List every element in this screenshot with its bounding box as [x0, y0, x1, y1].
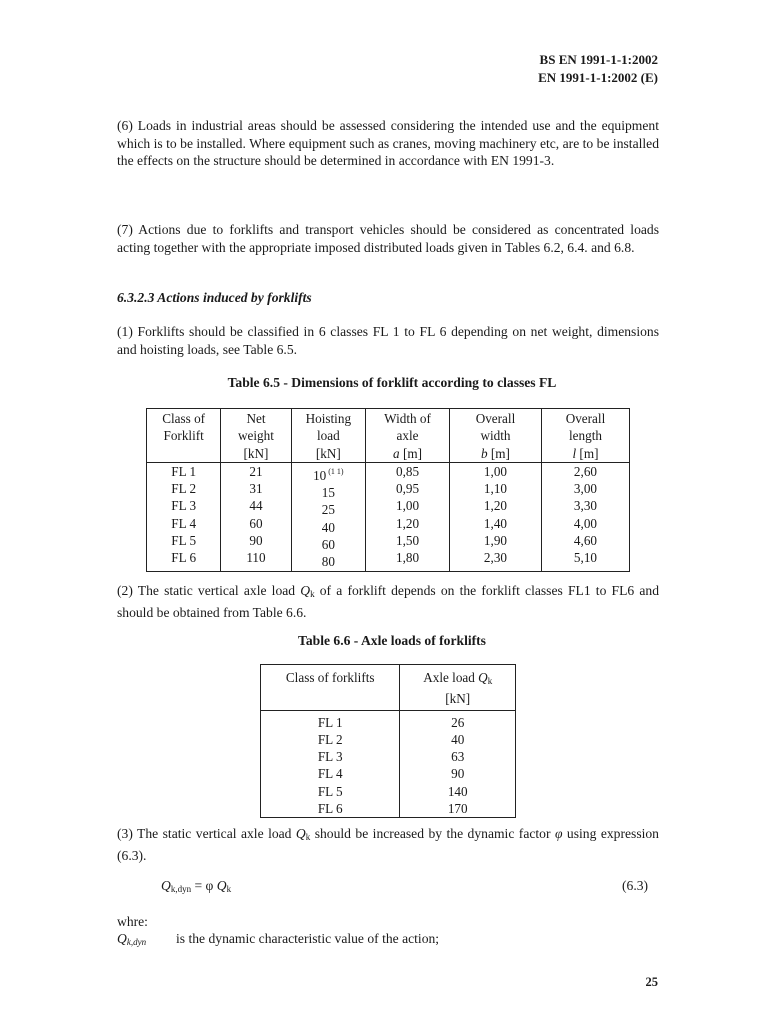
- where-label: whre:: [117, 914, 148, 929]
- section-paragraph-3: (3) The static vertical axle load $Q_k$ should be increased by the dynamic factor φ using expression (6.3).: [117, 826, 659, 863]
- table-6-6: [260, 664, 516, 818]
- table-6-5-header-cell: Width of axle a [m]: [366, 409, 450, 463]
- header-standard-code: BS EN 1991-1-1:2002: [539, 52, 658, 67]
- table-6-5-header-cell: Hoisting load [kN]: [291, 409, 365, 463]
- symbol-definition: $Q_{k,dyn}$ is the dynamic characteristic value of the action;: [117, 931, 440, 947]
- table-6-5-col-axle-width: 0,85 0,95 1,00 1,20 1,50 1,80: [366, 462, 450, 571]
- table-6-5-header-cell: Overall width b [m]: [450, 409, 542, 463]
- table-6-5: [146, 408, 630, 572]
- table-6-5-col-overall-length: 2,60 3,00 3,30 4,00 4,60 5,10: [541, 462, 629, 571]
- table-6-6-header-cell: Axle load $Q_k$ [kN]: [400, 665, 516, 711]
- header-standard-code-en: EN 1991-1-1:2002 (E): [538, 70, 658, 85]
- table-6-6-header-row: [261, 665, 516, 711]
- table-6-6-body: [261, 710, 516, 818]
- table-6-5-header-cell: Class of Forklift: [147, 409, 221, 463]
- footnote-ref: (1 1): [328, 466, 344, 476]
- table-6-5-body: [147, 462, 630, 571]
- equation-number: (6.3): [622, 878, 649, 893]
- table-6-5-header-cell: Overall length l [m]: [541, 409, 629, 463]
- table-6-5-col-class: FL 1 FL 2 FL 3 FL 4 FL 5 FL 6: [147, 462, 221, 571]
- page-number: 25: [645, 975, 658, 989]
- equation-6-3: $Q_{k,dyn} = \varphi$ $Q_k$: [161, 878, 232, 894]
- table-6-6-caption: Table 6.6 - Axle loads of forklifts: [298, 633, 486, 648]
- table-6-6-col-axle-load: 26 40 63 90 140 170: [400, 710, 516, 818]
- section-paragraph-1: (1) Forklifts should be classified in 6 classes FL 1 to FL 6 depending on net weight, dimensions and hoisting loads, see Table 6.5.: [117, 324, 659, 357]
- table-6-6-col-class: FL 1 FL 2 FL 3 FL 4 FL 5 FL 6: [261, 710, 400, 818]
- table-6-5-col-overall-width: 1,00 1,10 1,20 1,40 1,90 2,30: [450, 462, 542, 571]
- table-6-5-col-hoisting-load: 10 $^{(1 1)}$ 15 25 40 60 80: [291, 462, 365, 571]
- table-6-6-header-cell: Class of forklifts: [261, 665, 400, 711]
- section-paragraph-2: (2) The static vertical axle load $Q_k$ of a forklift depends on the forklift classes FL1 to FL6 and should be obtained from Table 6.6.: [117, 583, 659, 620]
- table-6-5-caption: Table 6.5 - Dimensions of forklift according to classes FL: [227, 375, 557, 390]
- paragraph-7: (7) Actions due to forklifts and transport vehicles should be considered as concentrated loads acting together with the appropriate imposed distributed loads given in Tables 6.2, 6.4. and 6.8.: [117, 222, 659, 255]
- table-6-5-header-cell: Net weight [kN]: [221, 409, 291, 463]
- section-title: 6.3.2.3 Actions induced by forklifts: [117, 290, 312, 305]
- table-6-5-header-row: [147, 409, 630, 463]
- table-6-5-col-net-weight: 21 31 44 60 90 110: [221, 462, 291, 571]
- paragraph-6: (6) Loads in industrial areas should be assessed considering the intended use and the equipment which is to be installed. Where equipment such as cranes, moving machinery etc, are to be installed the effects on the structure should be determined in accordance with EN 1991-3.: [117, 118, 659, 168]
